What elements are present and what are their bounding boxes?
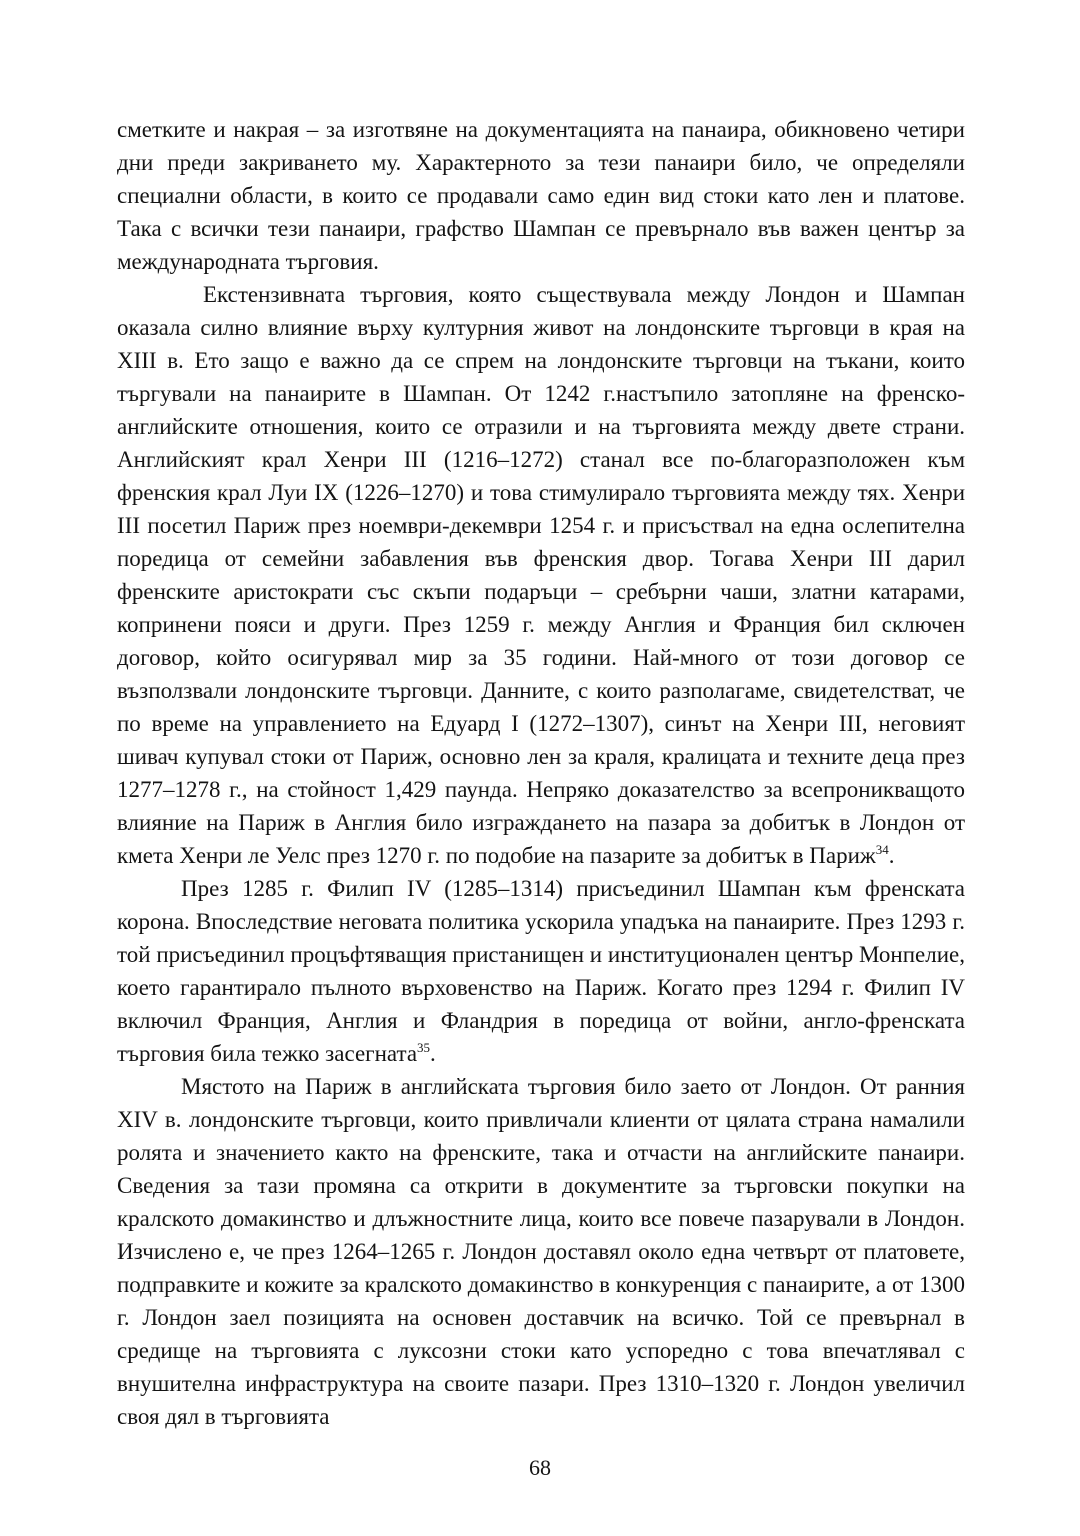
paragraph-3-tail: . <box>430 1041 436 1066</box>
paragraph-2-tail: . <box>888 843 895 868</box>
paragraph-3 <box>117 872 965 1070</box>
paragraph-2-text: Екстензивната търговия, която съществувала между Лондон и Шампан оказала силно влияние върху културния живот на лондонските търговци в края на XIII в. Ето защо е важно да се спрем на лондонските търговци на тъкани, които търгували на панаирите в Шампан. От 1242 г.настъпило затопляне на френско-английските отношения, които се отразили и на търговията между двете страни. Английският крал Хенри III (1216–1272) станал все по-благоразположен към френския крал Луи IX (1226–1270) и това стимулирало търговията между тях. Хенри III посетил Париж през ноември-декември 1254 г. и присъствал на една ослепителна поредица от семейни забавления във френския двор. Тогава Хенри III дарил френските аристократи със скъпи подаръци – сребърни чаши, златни катарами, копринени пояси и други. През 1259 г. между Англия и Франция бил сключен договор, който осигурявал мир за 35 години. Най-много от този договор се възползвали лондонските търговци. Данните, с които разполагаме, свидетелстват, че по време на управлението на Едуард I (1272–1307), синът на Хенри III, неговият шивач купувал стоки от Париж, основно лен за краля, кралицата и техните деца през 1277–1278 г., на стойност 1,429 паунда. Непряко доказателство за всепроникващото влияние на Париж в Англия било изграждането на пазара за добитък в Лондон от кмета Хенри ле Уелс през 1270 г. по подобие на пазарите за добитък в Париж <box>117 282 965 868</box>
footnote-ref-35[interactable]: 35 <box>417 1040 431 1055</box>
page-body <box>117 113 965 1433</box>
paragraph-2 <box>117 278 965 872</box>
footnote-ref-34[interactable]: 34 <box>875 842 889 857</box>
page-number: 68 <box>529 1455 551 1480</box>
paragraph-1: сметките и накрая – за изготвяне на документацията на панаира, обикновено четири дни преди закриването му. Характерното за тези панаири било, че определяли специални области, в които се продавали само един вид стоки като лен и платове. Така с всички тези панаири, графство Шампан се превърнало във важен център за международната търговия. <box>117 117 965 274</box>
paragraph-4: Мястото на Париж в английската търговия било заето от Лондон. От ранния XIV в. лондонските търговци, които привличали клиенти от цялата страна намалили ролята и значението както на френските, така и отчасти на английските панаири. Сведения за тази промяна са открити в документите за търговски покупки на кралското домакинство и длъжностните лица, които все повече пазарували в Лондон. Изчислено е, че през 1264–1265 г. Лондон доставял около една четвърт от платовете, подправките и кожите за кралското домакинство в конкуренция с панаирите, а от 1300 г. Лондон заел позицията на основен доставчик на всичко. Той се превърнал в средище на търговията с луксозни стоки като успоредно с това впечатлявал с внушителна инфраструктура на своите пазари. През 1310–1320 г. Лондон увеличил своя дял в търговията <box>117 1074 965 1429</box>
paragraph-3-text: През 1285 г. Филип IV (1285–1314) присъединил Шампан към френската корона. Впоследствие неговата политика ускорила упадъка на панаирите. През 1293 г. той присъединил процъфтяващия пристанищен и институционален център Монпелие, което гарантирало пълното върховенство на Париж. Когато през 1294 г. Филип IV включил Франция, Англия и Фландрия в поредица от войни, англо-френската търговия била тежко засегната <box>117 876 965 1066</box>
